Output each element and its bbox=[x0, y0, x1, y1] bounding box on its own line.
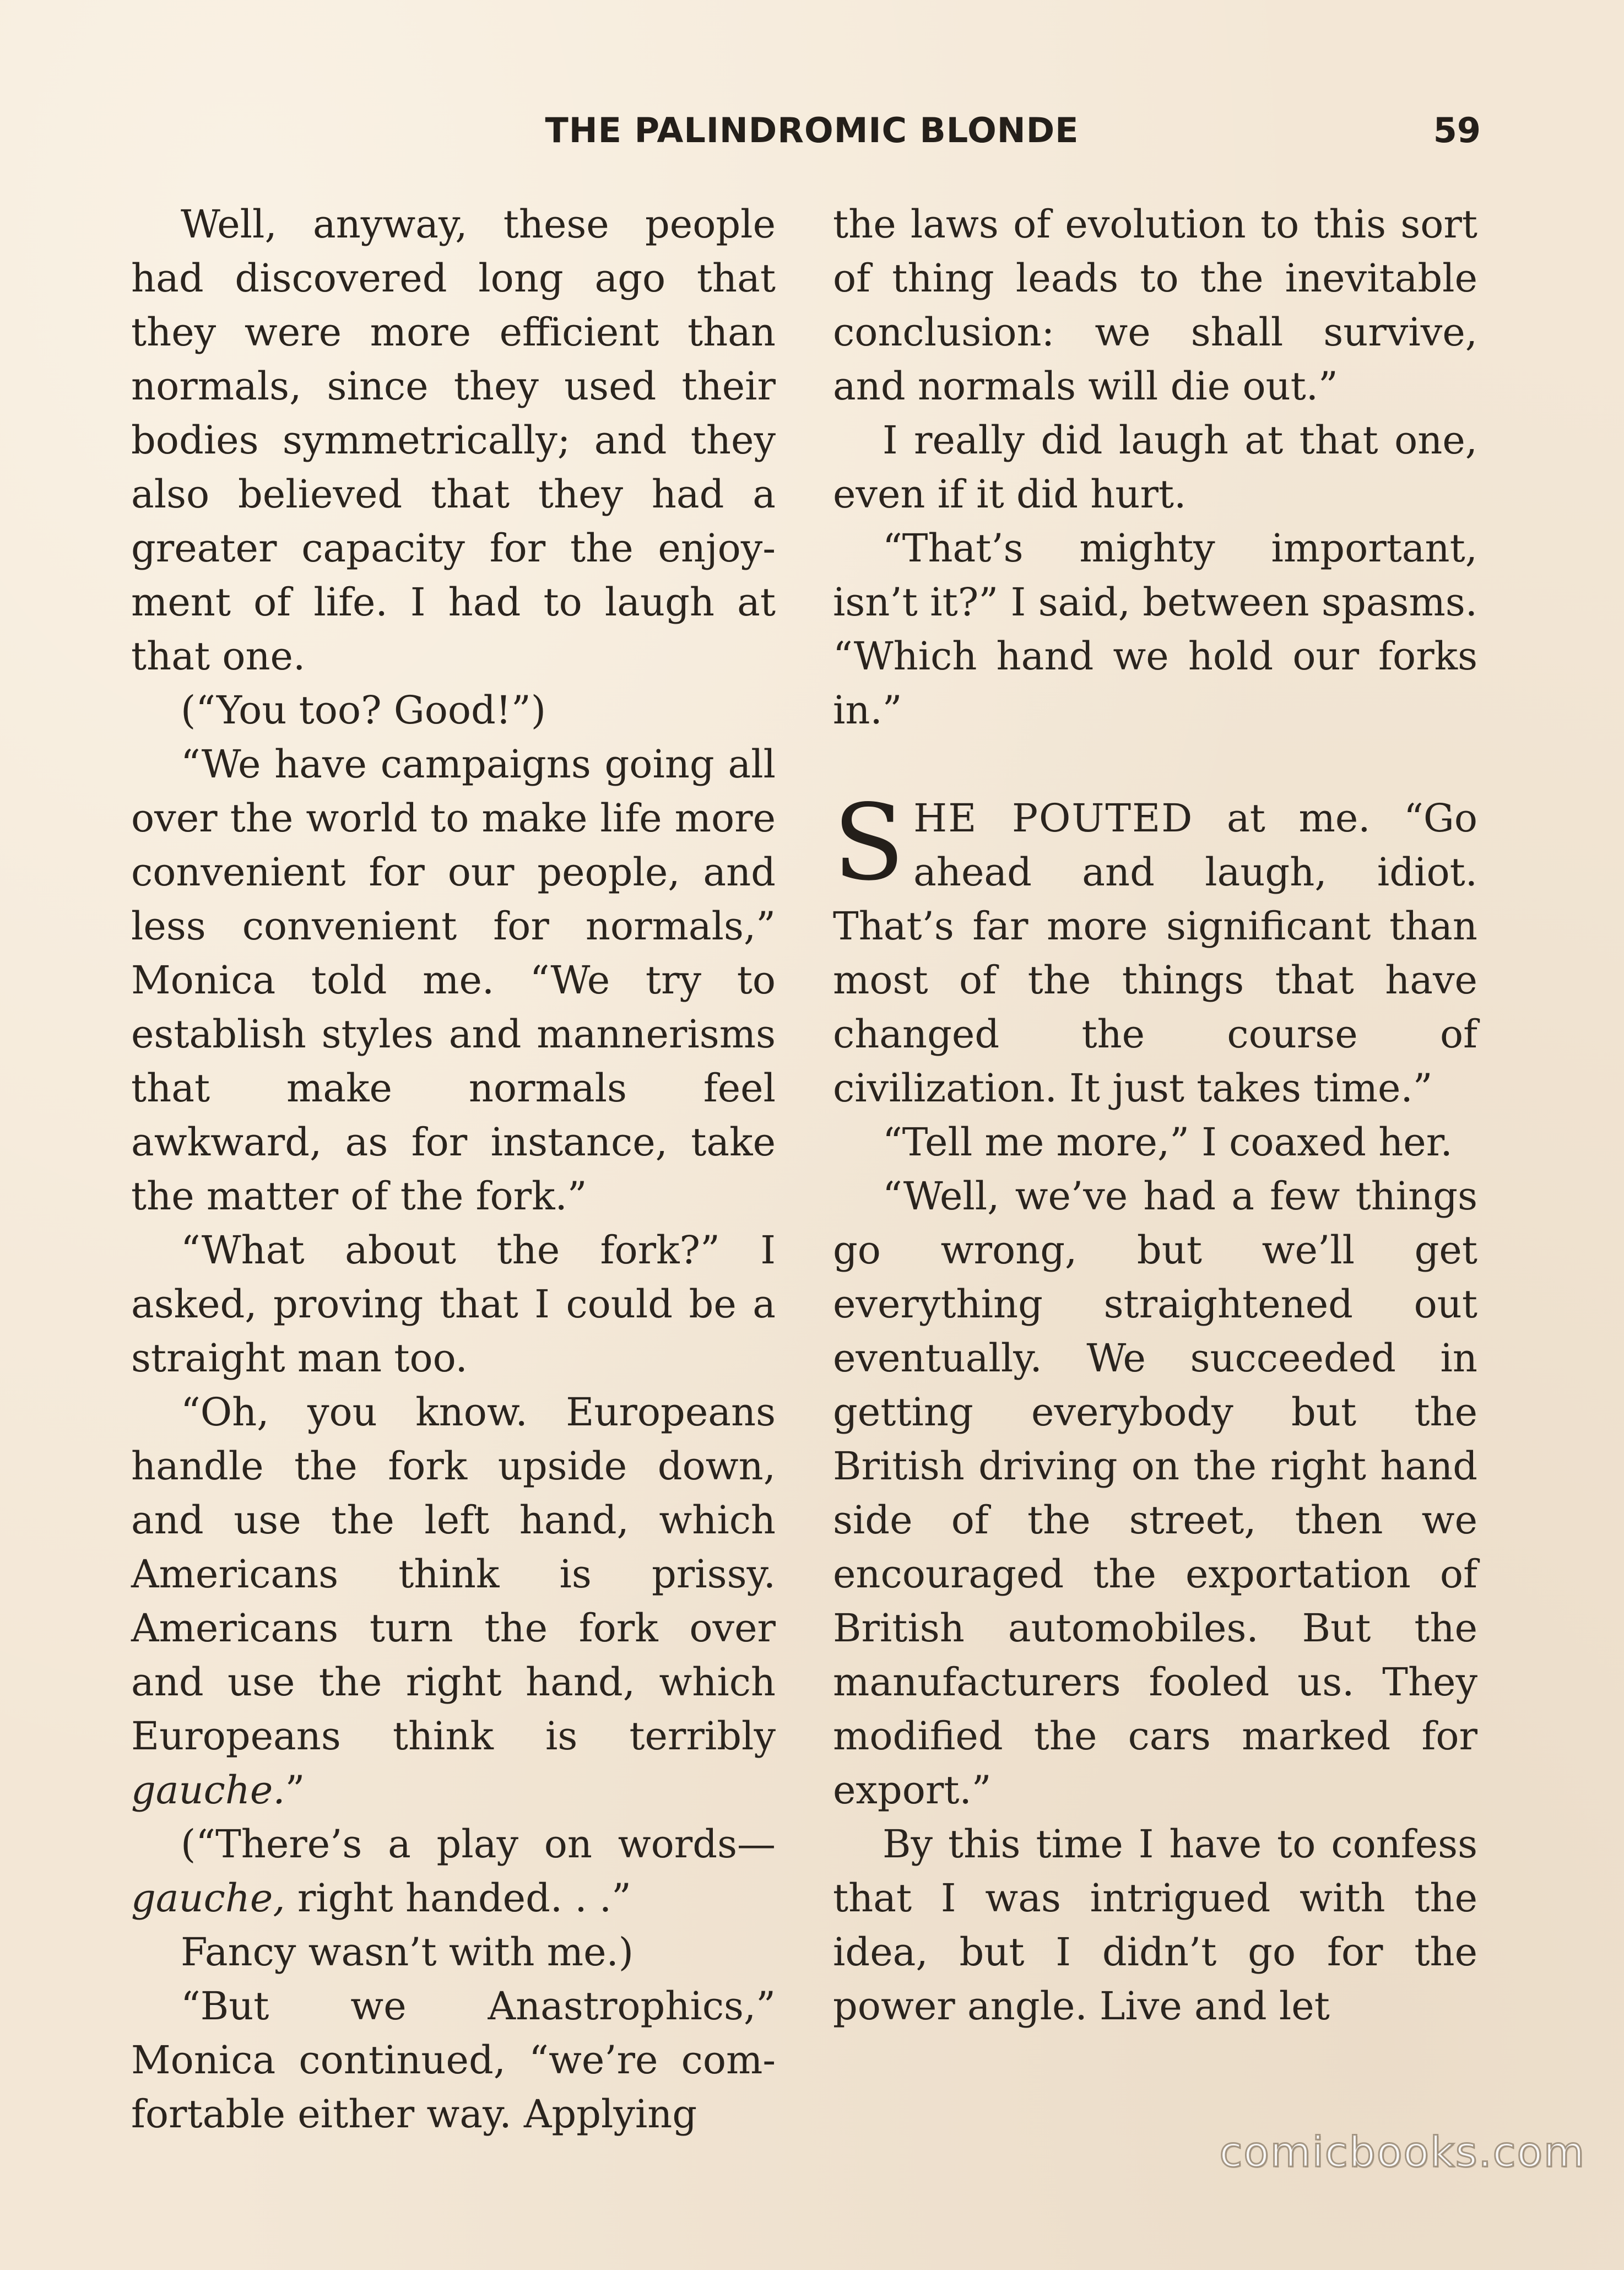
paragraph: the laws of evolution to this sort of thing leads to the inevitable conclusion: we shall survive, and normals will die out.” bbox=[833, 202, 1477, 409]
paragraph: By this time I have to confess that I was intrigued with the idea, but I didn’t go for the power angle. Live and let bbox=[833, 1822, 1477, 2029]
right-column bbox=[833, 197, 1477, 2033]
lead-in-caps: HE POUTED bbox=[913, 796, 1194, 841]
paragraph: I really did laugh at that one, even if it did hurt. bbox=[833, 418, 1477, 517]
running-head: THE PALINDROMIC BLONDE bbox=[545, 110, 1079, 150]
paragraph: Fancy wasn’t with me.) bbox=[181, 1930, 634, 1975]
section-break bbox=[833, 737, 1477, 791]
paragraph: “Tell me more,” I coaxed her. bbox=[883, 1120, 1453, 1165]
italic-word: gauche. bbox=[131, 1768, 285, 1813]
page-header bbox=[0, 110, 1624, 171]
paragraph: “Well, we’ve had a few things go wrong, but we’ll get everything straightened out eventually. We succeeded in getting everybody but the British driving on the right hand side of the street, then we encouraged the exportation of British automobiles. But the manufacturers fooled us. They modified the cars marked for export.” bbox=[833, 1174, 1477, 1813]
text-run: ” bbox=[285, 1768, 305, 1813]
page-number: 59 bbox=[1433, 110, 1481, 150]
text-run: right handed. . .” bbox=[285, 1876, 631, 1921]
drop-cap: S bbox=[833, 782, 905, 904]
paragraph: “What about the fork?” I asked, proving that I could be a straight man too. bbox=[131, 1228, 776, 1381]
watermark: comicbooks.com bbox=[1219, 2127, 1585, 2176]
left-column bbox=[131, 197, 776, 2141]
paragraph: Well, anyway, these people had discovered long ago that they were more efficient than normals, since they used their bodies symmetrically; and they also believed that they had a greater capacity for the enjoyment of life. I had to laugh at that one. bbox=[131, 202, 776, 679]
paragraph bbox=[131, 1817, 776, 1925]
italic-word: gauche, bbox=[131, 1876, 285, 1921]
paragraph bbox=[833, 782, 1477, 1115]
text-run: at me. “Go ahead and laugh, idiot. That’s far more significant than most of the things that have changed the course of civilization. It just takes time.” bbox=[833, 796, 1477, 1111]
text-run: “Oh, you know. Europeans handle the fork upside down, and use the left hand, which Americans think is prissy. Americans turn the fork over and use the right hand, which Europeans think is terribly bbox=[131, 1390, 776, 1759]
text-run: (“There’s a play on words— bbox=[181, 1822, 776, 1867]
paragraph: “We have campaigns going all over the world to make life more convenient for our people, and less convenient for normals,” Monica told me. “We try to establish styles and mannerisms that make normals feel awkward, as for instance, take the matter of the fork.” bbox=[131, 742, 776, 1219]
paragraph: (“You too? Good!”) bbox=[181, 688, 546, 733]
paragraph bbox=[131, 1385, 776, 1817]
paragraph: “That’s mighty important, isn’t it?” I said, between spasms. “Which hand we hold our forks in.” bbox=[833, 526, 1477, 733]
paragraph: “But we Anastrophics,” Monica continued, “we’re comfortable either way. Applying bbox=[131, 1983, 776, 2137]
